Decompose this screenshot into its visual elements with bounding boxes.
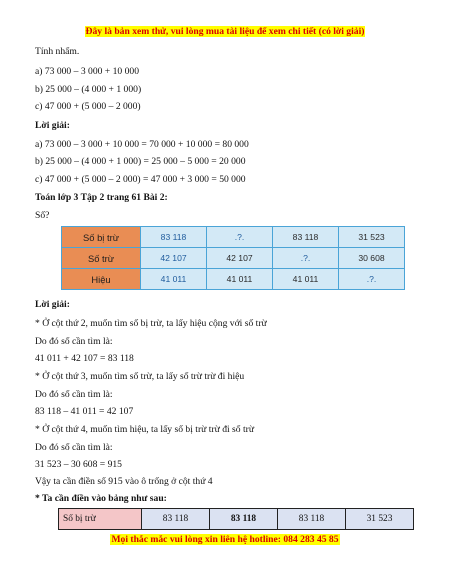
solution2-line: 31 523 – 30 608 = 915 [35,459,122,470]
table-cell: 83 118 [273,227,339,248]
solution2-line: 83 118 – 41 011 = 42 107 [35,406,134,417]
row-header-subtrahend: Số trừ [62,248,141,269]
fill-heading: * Ta cần điền vào bảng như sau: [35,493,167,504]
solution2-label: Lời giải: [35,299,70,310]
table-row [59,509,414,530]
answer-cell: 83 118 [142,509,210,530]
answer-cell: 31 523 [346,509,414,530]
unknown-cell: .?. [207,227,273,248]
table-cell: 41 011 [141,269,207,290]
answer-cell: 83 118 [278,509,346,530]
table-cell: 41 011 [273,269,339,290]
solution-label: Lời giải: [35,120,70,131]
solution2-line: Do đó số cần tìm là: [35,389,113,400]
solution2-line: * Ở cột thứ 2, muốn tìm số bị trừ, ta lấy hiệu cộng với số trừ [35,318,267,329]
task1-item-a: a) 73 000 – 3 000 + 10 000 [35,66,140,77]
table-row [62,227,405,248]
task1-answer-a: a) 73 000 – 3 000 + 10 000 = 70 000 + 10 000 = 80 000 [35,139,249,150]
task1-item-b: b) 25 000 – (4 000 + 1 000) [35,84,142,95]
task1-item-c: c) 47 000 + (5 000 – 2 000) [35,101,141,112]
row-header-minuend: Số bị trừ [62,227,141,248]
unknown-cell: .?. [339,269,405,290]
table-row [62,248,405,269]
solution2-line: Do đó số cần tìm là: [35,442,113,453]
table-cell: 42 107 [207,248,273,269]
answer-table [58,508,414,530]
table-cell: 83 118 [141,227,207,248]
table-row [62,269,405,290]
preview-banner [0,26,450,37]
task2-heading: Toán lớp 3 Tập 2 trang 61 Bài 2: [35,192,168,203]
preview-banner-text: Đây là bản xem thử, vui lòng mua tài liệu để xem chi tiết (có lời giải) [85,26,365,37]
task1-answer-c: c) 47 000 + (5 000 – 2 000) = 47 000 + 3 000 = 50 000 [35,174,246,185]
unknown-cell: .?. [273,248,339,269]
table-cell: 42 107 [141,248,207,269]
solution2-line: Do đó số cần tìm là: [35,336,113,347]
hotline-banner-text: Mọi thắc mắc vui lòng xin liên hệ hotline: 084 283 45 85 [111,534,339,545]
table-cell: 31 523 [339,227,405,248]
table-cell: 30 608 [339,248,405,269]
solution2-line: Vậy ta cần điền số 915 vào ô trống ở cột thứ 4 [35,476,213,487]
hotline-banner [0,534,450,545]
solution2-line: * Ở cột thứ 4, muốn tìm hiệu, ta lấy số bị trừ trừ đi số trừ [35,424,255,435]
task1-title: Tính nhẩm. [35,46,80,57]
answer-row-header: Số bị trừ [59,509,142,530]
table-cell: 41 011 [207,269,273,290]
answer-cell-filled: 83 118 [210,509,278,530]
solution2-line: 41 011 + 42 107 = 83 118 [35,353,134,364]
textbook-table [61,226,405,290]
task1-answer-b: b) 25 000 – (4 000 + 1 000) = 25 000 – 5 000 = 20 000 [35,156,246,167]
task2-prompt: Số? [35,210,50,221]
row-header-difference: Hiệu [62,269,141,290]
solution2-line: * Ở cột thứ 3, muốn tìm số trừ, ta lấy số trừ trừ đi hiệu [35,371,245,382]
